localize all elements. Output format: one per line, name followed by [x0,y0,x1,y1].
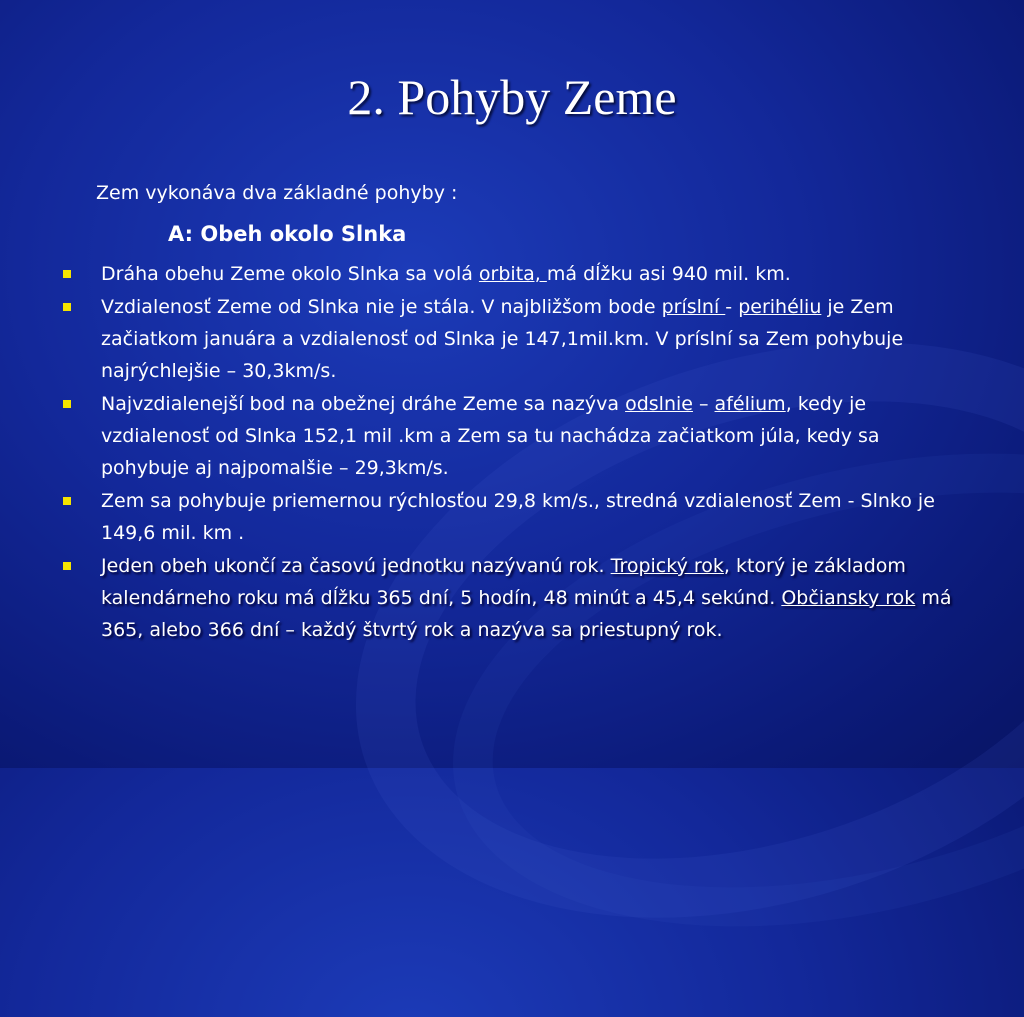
section-heading: A: Obeh okolo Slnka [168,222,407,246]
text-run: má 365, alebo 366 dní – každý štvrtý rok a nazýva sa priestupný rok. [101,587,952,641]
text-run: Najvzdialenejší bod na obežnej dráhe Zeme sa nazýva [101,393,626,415]
text-run: Jeden obeh ukončí za časovú jednotku nazývanú rok. [101,555,611,577]
term-obciansky-rok: Občiansky rok [781,587,916,609]
term-odslnie: odslnie [625,393,693,415]
text-run: , ktorý je základom kalendárneho roku má dĺžku 365 dní, 5 hodín, 48 minút a 45,4 sekúnd. [101,555,906,609]
intro-text: Zem vykonáva dva základné pohyby : [96,182,458,204]
bullet-text [101,263,791,285]
text-run: Dráha obehu Zeme okolo Slnka sa volá [101,263,479,285]
bullet-item [62,485,962,549]
term-prislni: príslní [661,296,726,318]
term-afelium: afélium [714,393,786,415]
text-run: - [725,296,739,318]
slide-title: 2. Pohyby Zeme [347,69,677,125]
bullet-item [62,258,962,290]
square-bullet-icon [63,497,71,505]
bullet-text [101,555,952,641]
text-run: je Zem začiatkom januára a vzdialenosť od Slnka je 147,1mil.km. V príslní sa Zem pohybuje najrýchlejšie – 30,3km/s. [101,296,904,382]
term-perihelium: perihéliu [738,296,822,318]
square-bullet-icon [63,562,71,570]
text-run: – [692,393,715,415]
square-bullet-icon [63,303,71,311]
square-bullet-icon [63,270,71,278]
square-bullet-icon [63,400,71,408]
bullet-text [101,393,880,479]
bullet-text: Zem sa pohybuje priemernou rýchlosťou 29,8 km/s., stredná vzdialenosť Zem - Slnko je 149,6 mil. km . [101,490,935,544]
bullet-item [62,550,962,646]
bullet-text [101,296,903,382]
bullet-list [62,258,962,647]
term-orbita: orbita, [478,263,547,285]
text-run: , kedy je vzdialenosť od Slnka 152,1 mil .km a Zem sa tu nachádza začiatkom júla, kedy sa pohybuje aj najpomalšie – 29,3km/s. [101,393,880,479]
text-run: Vzdialenosť Zeme od Slnka nie je stála. V najbližšom bode [101,296,662,318]
term-tropicky-rok: Tropický rok [610,555,724,577]
bullet-item [62,388,962,484]
text-run: má dĺžku asi 940 mil. km. [546,263,791,285]
bullet-item [62,291,962,387]
